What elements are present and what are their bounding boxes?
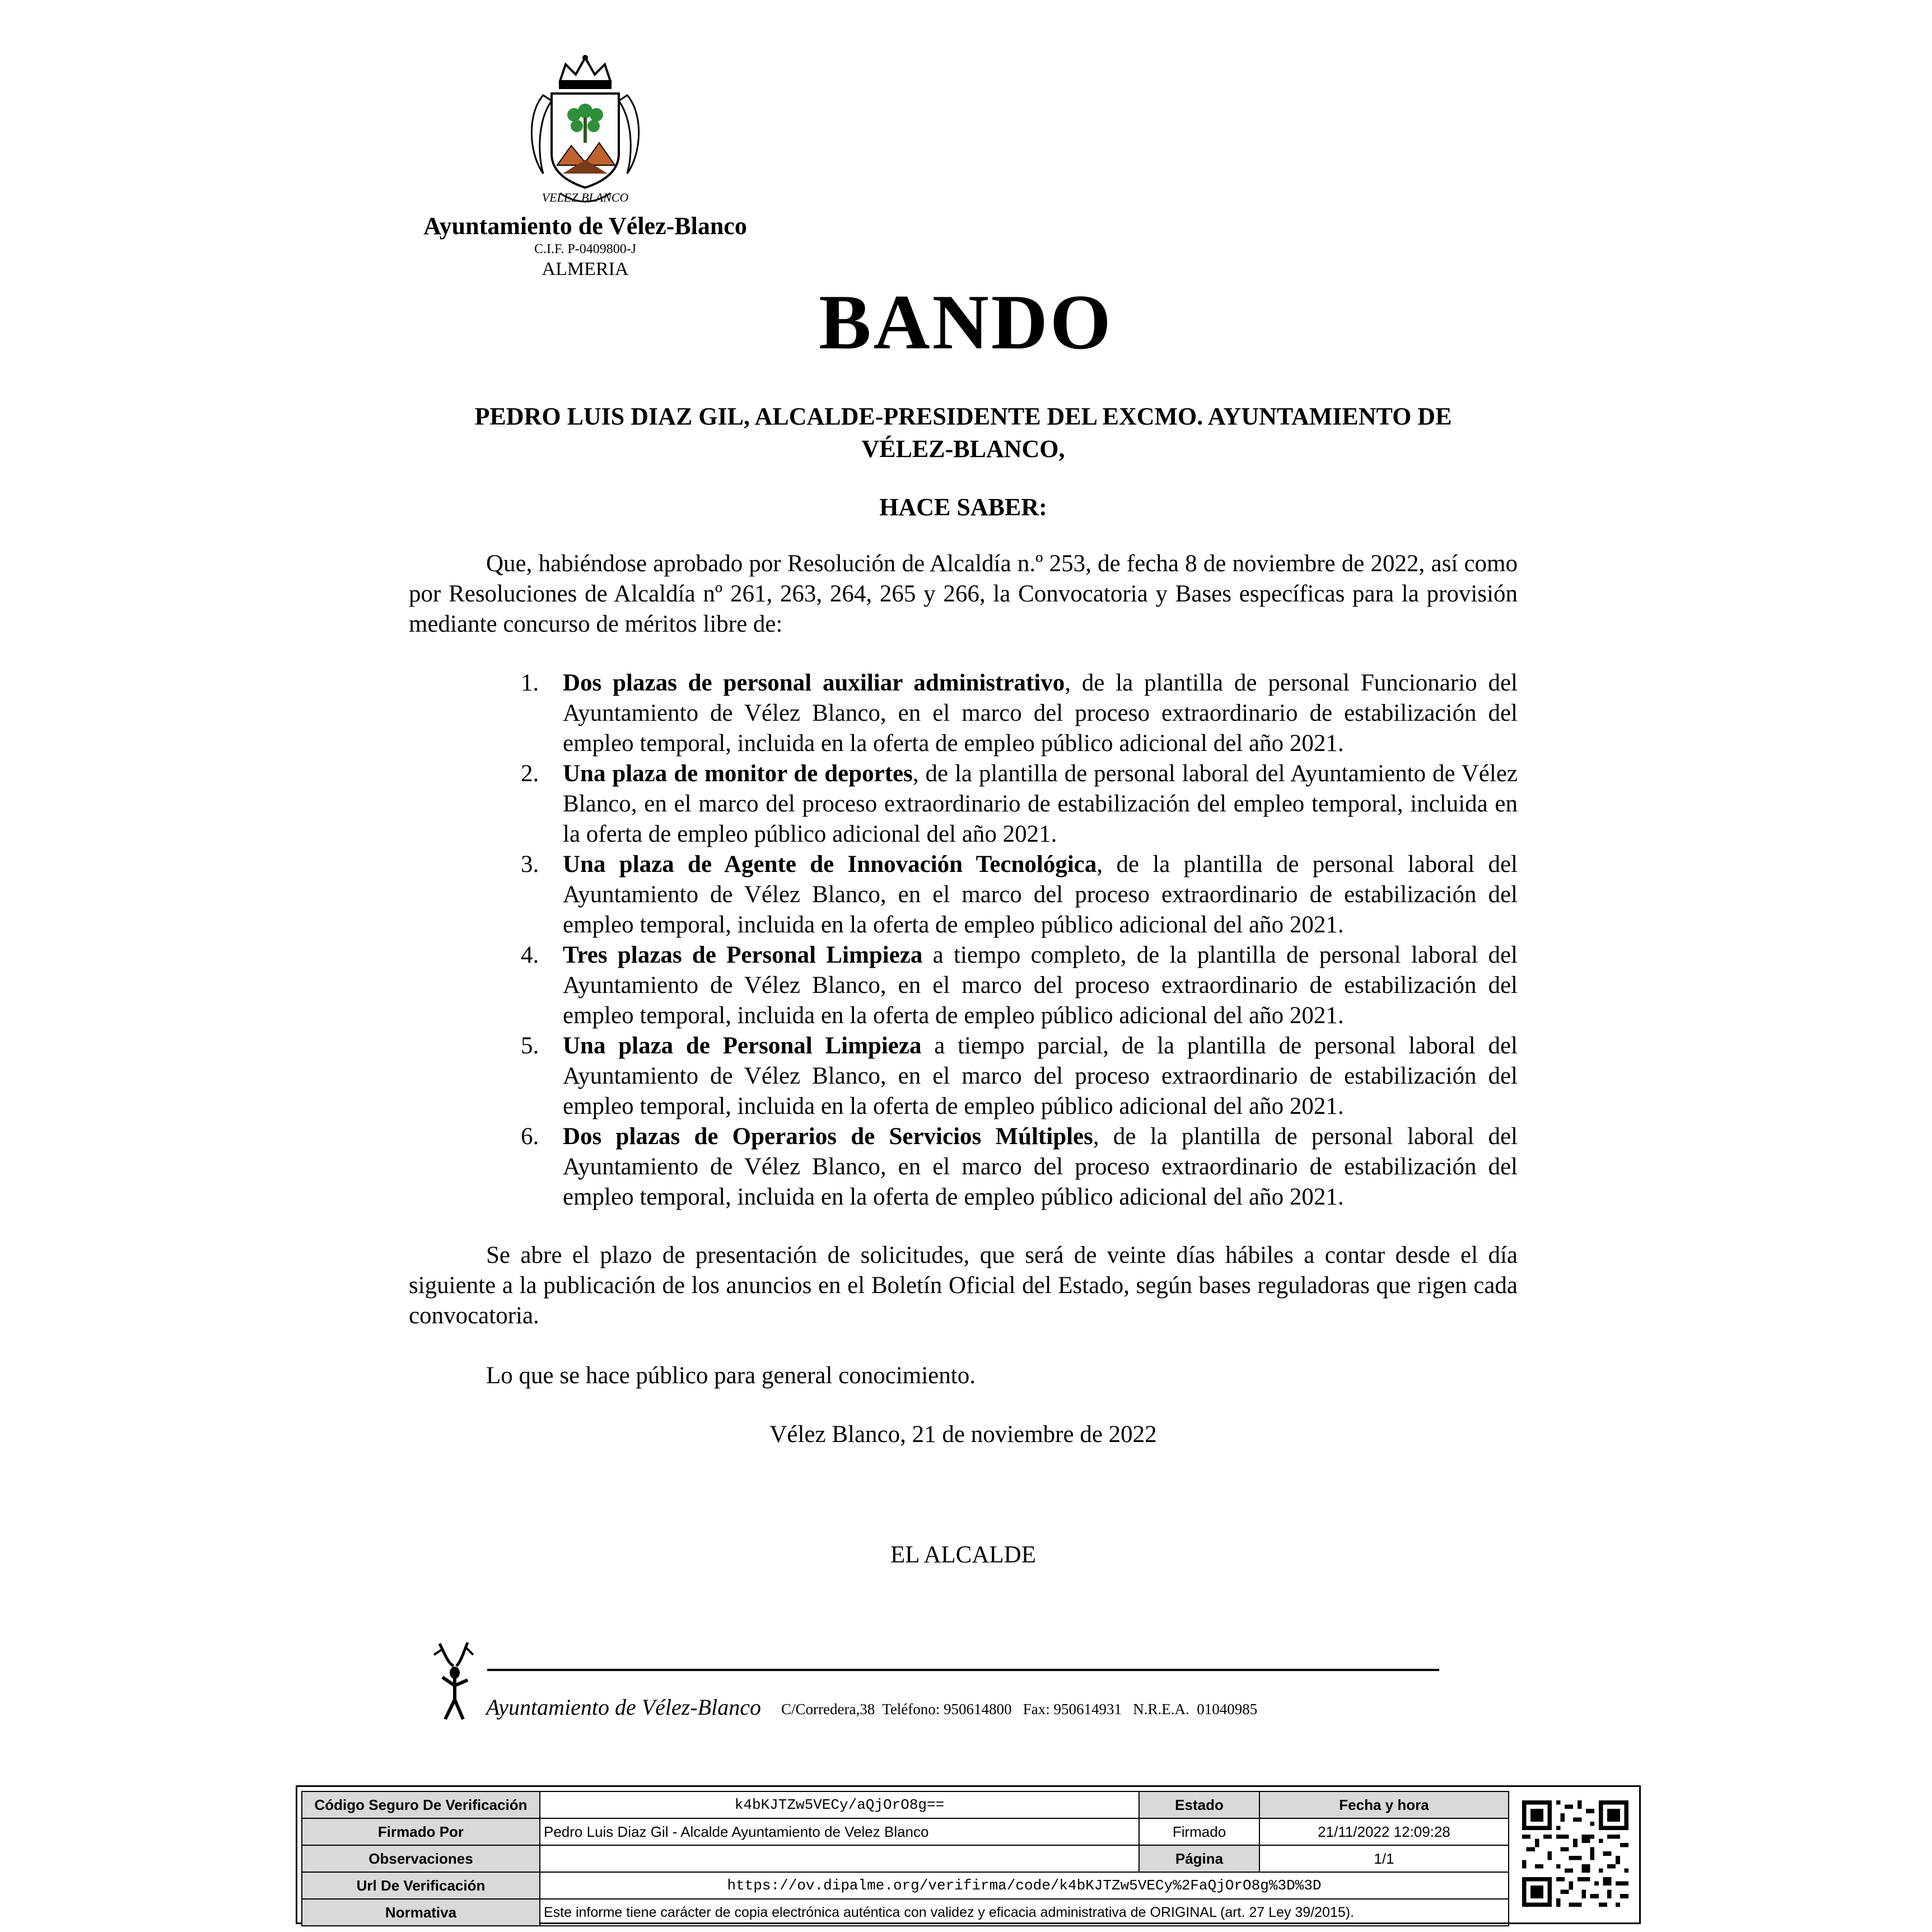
estado-value: Firmado — [1139, 1818, 1259, 1845]
table-row — [302, 1845, 1509, 1872]
firmado-por-value: Pedro Luis Diaz Gil - Alcalde Ayuntamiento de Velez Blanco — [540, 1818, 1139, 1845]
footer-contact: C/Corredera,38 Teléfono: 950614800 Fax: 950614931 N.R.E.A. 01040985 — [781, 1701, 1258, 1718]
normativa-label: Normativa — [302, 1899, 540, 1926]
verification-table — [301, 1791, 1509, 1926]
fecha-label: Fecha y hora — [1259, 1791, 1509, 1818]
place-date: Vélez Blanco, 21 de noviembre de 2022 — [769, 1421, 1157, 1448]
table-row — [302, 1899, 1509, 1926]
footer-rule — [487, 1669, 1439, 1671]
verification-box — [296, 1785, 1641, 1924]
firmado-por-label: Firmado Por — [302, 1818, 540, 1845]
observaciones-label: Observaciones — [302, 1845, 540, 1872]
organization-province: ALMERIA — [542, 259, 629, 279]
organization-name: Ayuntamiento de Vélez-Blanco — [423, 212, 747, 240]
table-row — [302, 1818, 1509, 1845]
crest-caption: VELEZ BLANCO — [542, 190, 629, 204]
list-item: 5. Una plaza de Personal Limpieza a tiempo parcial, de la plantilla de personal laboral del Ayuntamiento de Vélez Blanco, en el marco del proceso extraordinario de estabilización del empleo temporal, incluida en la oferta de empleo público adicional del año 2021. — [521, 1033, 1518, 1119]
positions-list — [521, 668, 1518, 1212]
table-row — [302, 1872, 1509, 1899]
list-item: 1. Dos plazas de personal auxiliar administrativo, de la plantilla de personal Funcionario del Ayuntamiento de Vélez Blanco, en el marco del proceso extraordinario de estabilización del empleo temporal, incluida en la oferta de empleo público adicional del año 2021. — [521, 670, 1518, 757]
hace-saber-heading: HACE SABER: — [879, 493, 1047, 521]
issuer-heading: PEDRO LUIS DIAZ GIL, ALCALDE-PRESIDENTE DEL EXCMO. AYUNTAMIENTO DE VÉLEZ-BLANCO, — [474, 403, 1452, 463]
organization-cif: C.I.F. P-0409800-J — [534, 242, 637, 256]
document-title: BANDO — [819, 279, 1113, 366]
fecha-value: 21/11/2022 12:09:28 — [1259, 1818, 1509, 1845]
list-item: 3. Una plaza de Agente de Innovación Tecnológica, de la plantilla de personal laboral del Ayuntamiento de Vélez Blanco, en el marco del proceso extraordinario de estabilización del empleo temporal, incluida en la oferta de empleo público adicional del año 2021. — [521, 851, 1518, 938]
list-item: 6. Dos plazas de Operarios de Servicios Múltiples, de la plantilla de personal laboral del Ayuntamiento de Vélez Blanco, en el marco del proceso extraordinario de estabilización del empleo temporal, incluida en la oferta de empleo público adicional del año 2021. — [521, 1123, 1518, 1210]
table-row — [302, 1791, 1509, 1818]
footer-figure-logo — [428, 1638, 482, 1722]
url-label: Url De Verificación — [302, 1872, 540, 1899]
observaciones-value — [540, 1845, 1139, 1872]
csv-value: k4bKJTZw5VECy/aQjOrO8g== — [540, 1791, 1139, 1818]
closing-paragraph: Lo que se hace público para general conocimiento. — [486, 1362, 976, 1389]
estado-label: Estado — [1139, 1791, 1259, 1818]
normativa-value: Este informe tiene carácter de copia electrónica auténtica con validez y eficacia administrativa de ORIGINAL (art. 27 Ley 39/2015). — [540, 1899, 1509, 1926]
pagina-label: Página — [1139, 1845, 1259, 1872]
pagina-value: 1/1 — [1259, 1845, 1509, 1872]
list-item: 4. Tres plazas de Personal Limpieza a tiempo completo, de la plantilla de personal laboral del Ayuntamiento de Vélez Blanco, en el marco del proceso extraordinario de estabilización del empleo temporal, incluida en la oferta de empleo público adicional del año 2021. — [521, 942, 1518, 1029]
footer-organization-name: Ayuntamiento de Vélez-Blanco — [486, 1695, 761, 1720]
verification-url[interactable]: https://ov.dipalme.org/verifirma/code/k4bKJTZw5VECy%2FaQjOrO8g%3D%3D — [540, 1872, 1509, 1899]
deadline-paragraph: Se abre el plazo de presentación de solicitudes, que será de veinte días hábiles a contar desde el día siguiente a la publicación de los anuncios en el Boletín Oficial del Estado, según bases reguladoras que rigen cada convocatoria. — [409, 1242, 1518, 1329]
list-item: 2. Una plaza de monitor de deportes, de la plantilla de personal laboral del Ayuntamiento de Vélez Blanco, en el marco del proceso extraordinario de estabilización del empleo temporal, incluida en la oferta de empleo público adicional del año 2021. — [521, 760, 1518, 847]
signer-title: EL ALCALDE — [890, 1542, 1036, 1568]
intro-paragraph: Que, habiéndose aprobado por Resolución de Alcaldía n.º 253, de fecha 8 de noviembre de 2022, así como por Resoluciones de Alcaldía nº 261, 263, 264, 265 y 266, la Convocatoria y Bases específicas para la provisión mediante concurso de méritos libre de: — [409, 550, 1518, 637]
csv-label: Código Seguro De Verificación — [302, 1791, 540, 1818]
qr-code-icon — [1522, 1800, 1628, 1907]
